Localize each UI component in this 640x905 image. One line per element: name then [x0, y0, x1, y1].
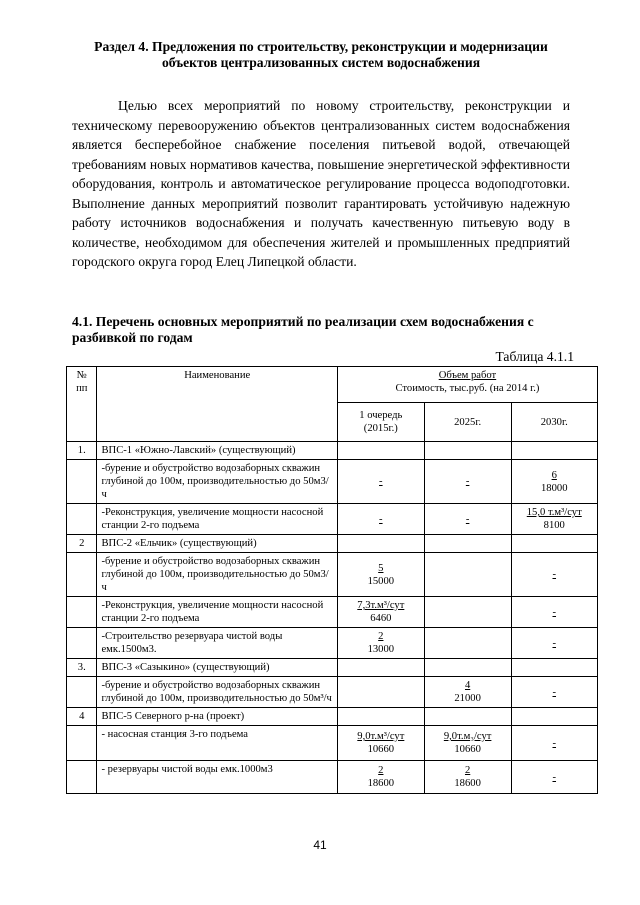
cell-volume: 15,0 т.м³/сут — [526, 507, 582, 518]
table-row — [67, 504, 598, 535]
row-name: - резервуары чистой воды емк.1000м3 — [97, 761, 337, 794]
cell-volume: 2 — [378, 631, 384, 642]
cell-volume: 9,0т.м³/сут — [357, 731, 405, 742]
cell-cost: 18600 — [454, 778, 481, 789]
table-caption: Таблица 4.1.1 — [495, 349, 574, 364]
table-row — [67, 708, 598, 726]
header-name: Наименование — [97, 367, 337, 442]
table-row — [67, 659, 598, 677]
intro-paragraph — [72, 96, 570, 272]
table-row — [67, 553, 598, 597]
row-name: -бурение и обустройство водозаборных скважин глубиной до 100м, производительностью до 50м³/ч — [97, 677, 337, 708]
table-row — [67, 677, 598, 708]
header-num: № пп — [67, 367, 97, 442]
cell-cost: 21000 — [454, 693, 481, 704]
row-name: - насосная станция 3-го подъема — [97, 726, 337, 761]
row-name: -Строительство резервуара чистой воды емк.1500м3. — [97, 628, 337, 659]
row-num: 2 — [67, 535, 97, 553]
cell-cost: 15000 — [367, 575, 395, 587]
subsection-heading: 4.1. Перечень основных мероприятий по реализации схем водоснабжения с разбивкой по годам — [72, 314, 534, 345]
section-heading: Раздел 4. Предложения по строительству, реконструкции и модернизации объектов централизованных систем водоснабжения — [94, 39, 548, 70]
cell-value: - — [552, 606, 557, 618]
cell-value: - — [465, 513, 470, 525]
cell-value: - — [552, 737, 557, 749]
cell-cost: 10660 — [367, 744, 395, 755]
row-name: ВПС-5 Северного р-на (проект) — [97, 708, 337, 726]
cell-cost: 13000 — [367, 644, 395, 655]
cell-volume: 4 — [464, 680, 471, 691]
row-num: 4 — [67, 708, 97, 726]
header-2030: 2030г. — [511, 403, 598, 442]
cell-cost: 18000 — [541, 482, 568, 494]
paragraph-text: Целью всех мероприятий по новому строительству, реконструкции и техническому перевооружению объектов централизованных систем водоснабжения является бесперебойное снабжение поселения питьевой водой, отвечающей требованиям новых нормативов качества, повышение энергетической эффективности оборудования, контроль и автоматическое регулирование процесса водоподготовки. Выполнение данных мероприятий позволит гарантировать устойчивую надежную работу источников водоснабжения и получать качественную питьевую воду в количестве, необходимом для обеспечения жителей и промышленных предприятий городского округа город Елец Липецкой области. — [72, 98, 570, 269]
table-header-row — [67, 367, 598, 403]
cell-value: - — [465, 476, 470, 487]
table-row — [67, 761, 598, 794]
table-row — [67, 597, 598, 628]
page-number: 41 — [313, 838, 327, 852]
cell-volume: 9,0т.м₃/сут — [443, 731, 492, 742]
cell-value: - — [552, 637, 557, 649]
table-row — [67, 628, 598, 659]
row-name: ВПС-1 «Южно-Лавский» (существующий) — [97, 442, 337, 460]
cell-cost: 6460 — [370, 613, 392, 624]
cell-value: - — [552, 569, 557, 580]
table-row — [67, 726, 598, 761]
row-name: ВПС-2 «Ельчик» (существующий) — [97, 535, 337, 553]
header-group-title: Объем работ — [438, 370, 497, 381]
row-name: -Реконструкция, увеличение мощности насосной станции 2-го подъема — [97, 597, 337, 628]
row-num: 1. — [67, 442, 97, 460]
cell-cost: 10660 — [454, 744, 481, 755]
cell-volume: 2 — [378, 765, 384, 776]
row-name: -Реконструкция, увеличение мощности насосной станции 2-го подъема — [97, 504, 337, 535]
table-row — [67, 535, 598, 553]
cell-volume: 5 — [378, 562, 384, 574]
table-row — [67, 460, 598, 504]
row-name: -бурение и обустройство водозаборных скважин глубиной до 100м, производительностью до 50м3/ч — [97, 553, 337, 597]
cell-volume: 7,3т.м³/сут — [357, 600, 405, 611]
header-group-subtitle: Стоимость, тыс.руб. (на 2014 г.) — [395, 383, 540, 394]
cell-volume: 2 — [464, 765, 471, 776]
cell-value: - — [552, 686, 557, 698]
cell-value: - — [379, 476, 383, 487]
header-2025: 2025г. — [424, 403, 511, 442]
row-name: -бурение и обустройство водозаборных скважин глубиной до 100м, производительностью до 50м3/ч — [97, 460, 337, 504]
row-num: 3. — [67, 659, 97, 677]
cell-value: - — [379, 513, 383, 525]
works-table — [66, 366, 598, 794]
header-group — [337, 367, 597, 403]
cell-volume: 6 — [551, 469, 557, 481]
header-q1: 1 очередь (2015г.) — [337, 403, 424, 442]
table-row — [67, 442, 598, 460]
cell-value: - — [552, 771, 557, 783]
cell-cost: 8100 — [543, 520, 565, 531]
row-name: ВПС-3 «Сазыкино» (существующий) — [97, 659, 337, 677]
cell-cost: 18600 — [367, 778, 395, 789]
